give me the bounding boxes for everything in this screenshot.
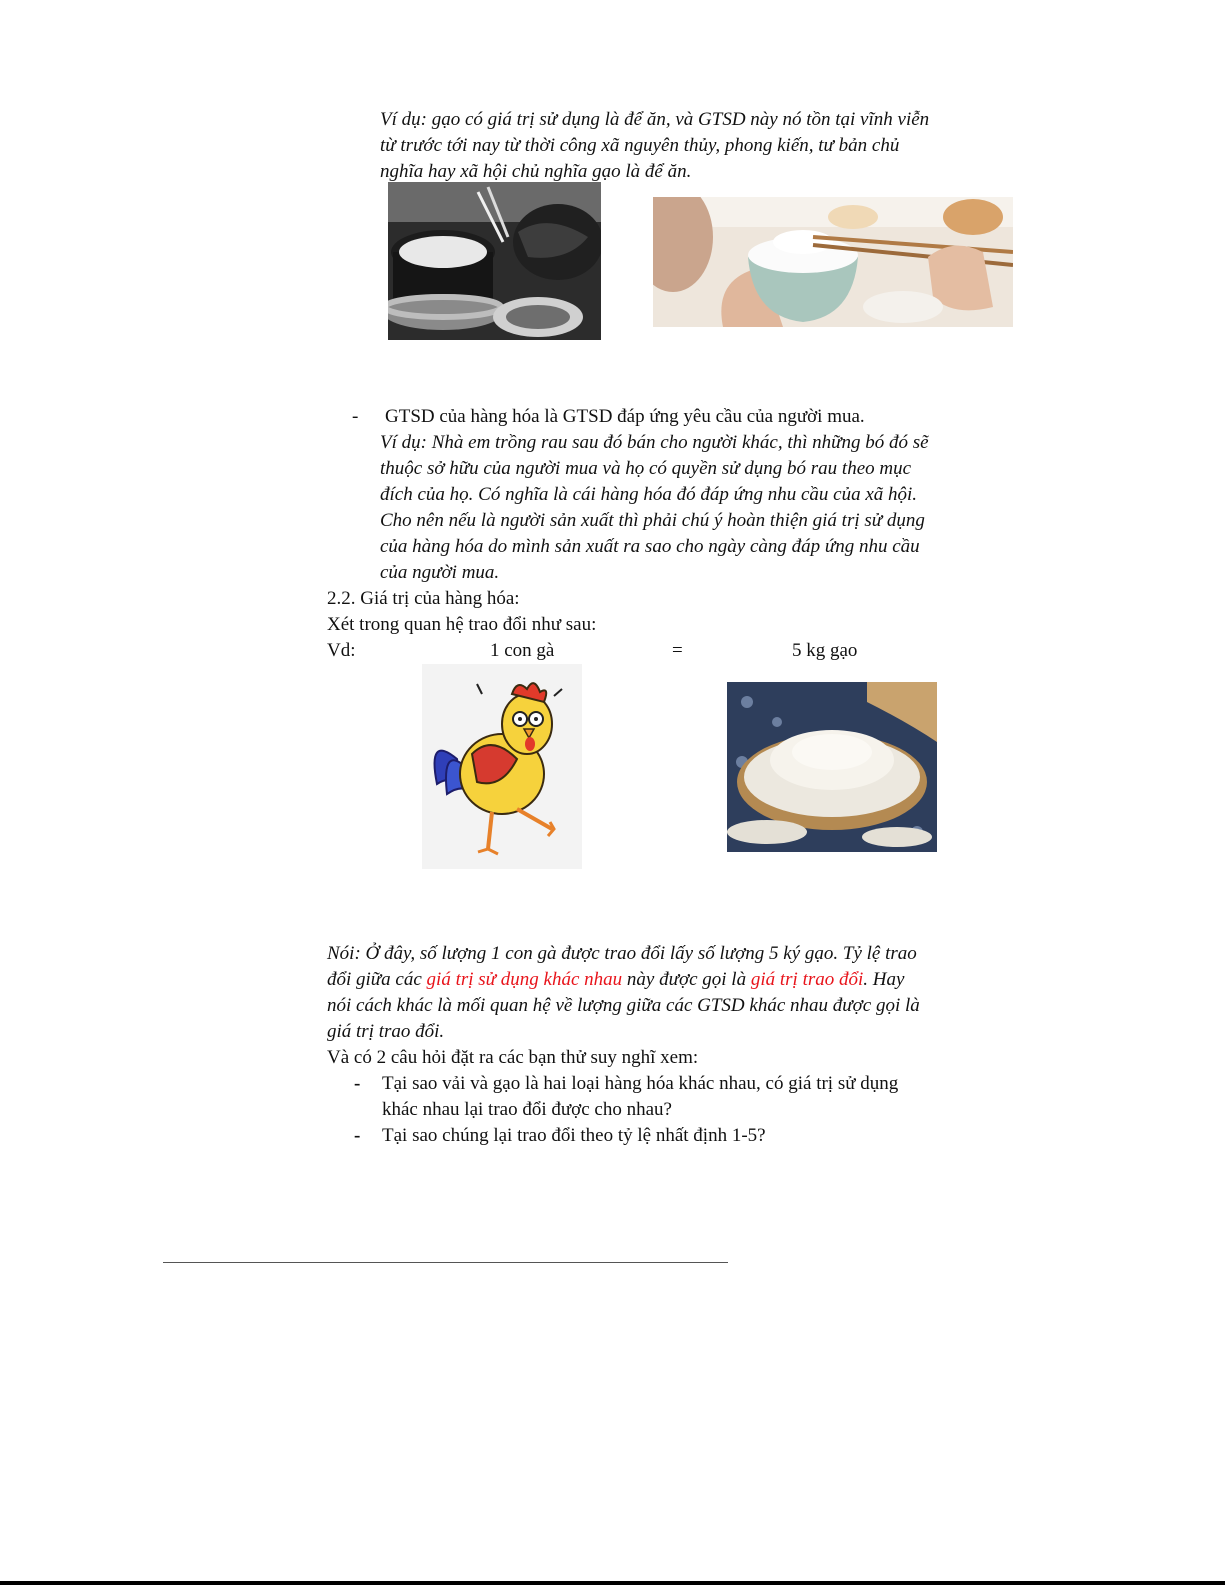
question-1-line-1: Tại sao vải và gạo là hai loại hàng hóa khác nhau, có giá trị sử dụng [382,1073,899,1094]
question-dash: - [354,1073,361,1094]
vd-label: Vd: [327,640,356,661]
example-line-1: Ví dụ: gạo có giá trị sử dụng là để ăn, và GTSD này nó tồn tại vĩnh viễn [380,109,930,130]
rooster-illustration [422,664,582,869]
rice-bowl-photo [653,197,1013,327]
right-item: 5 kg gạo [792,640,858,661]
page-bottom-border [0,1581,1225,1585]
questions-intro: Và có 2 câu hỏi đặt ra các bạn thử suy nghĩ xem: [327,1047,699,1068]
note-line-2 [327,968,904,992]
example-line-3: nghĩa hay xã hội chủ nghĩa gạo là để ăn. [380,161,692,182]
question-dash: - [354,1125,361,1146]
bullet-example-line: của người mua. [380,562,500,583]
equals-sign: = [672,640,683,661]
note-line-1: Nói: Ở đây, số lượng 1 con gà được trao đổi lấy số lượng 5 ký gạo. Tỷ lệ trao [327,943,917,964]
bullet-example-line: của hàng hóa do mình sản xuất ra sao cho ngày càng đáp ứng nhu cầu [380,536,920,557]
question-1-line-2: khác nhau lại trao đổi được cho nhau? [382,1099,672,1120]
note-text: này được gọi là [622,969,751,990]
section-heading: 2.2. Giá trị của hàng hóa: [327,588,520,609]
rice-basket-photo [727,682,937,852]
left-item: 1 con gà [490,640,555,661]
bullet-example-line: thuộc sở hữu của người mua và họ có quyền sử dụng bó rau theo mục [380,458,912,479]
bullet-text: GTSD của hàng hóa là GTSD đáp ứng yêu cầu của người mua. [385,406,865,427]
question-2-line-1: Tại sao chúng lại trao đổi theo tỷ lệ nhất định 1-5? [382,1125,766,1146]
note-line-4: giá trị trao đổi. [327,1021,445,1042]
note-text: đổi giữa các [327,969,427,990]
highlight-use-value: giá trị sử dụng khác nhau [426,969,623,990]
example-line-2: từ trước tới nay từ thời công xã nguyên thủy, phong kiến, tư bản chủ [380,135,900,156]
bullet-dash: - [352,406,359,427]
footnote-divider [163,1262,728,1263]
note-line-3: nói cách khác là mối quan hệ về lượng giữa các GTSD khác nhau được gọi là [327,995,920,1016]
highlight-exchange-value: giá trị trao đổi [750,969,864,990]
bullet-example-line: Cho nên nếu là người sản xuất thì phải chú ý hoàn thiện giá trị sử dụng [380,510,925,531]
note-text: . Hay [863,969,905,990]
bullet-example-line: Ví dụ: Nhà em trồng rau sau đó bán cho người khác, thì những bó đó sẽ [380,432,929,453]
section-intro: Xét trong quan hệ trao đổi như sau: [327,614,597,635]
bullet-example-line: đích của họ. Có nghĩa là cái hàng hóa đó đáp ứng nhu cầu của xã hội. [380,484,918,505]
rice-pot-photo [388,182,601,340]
